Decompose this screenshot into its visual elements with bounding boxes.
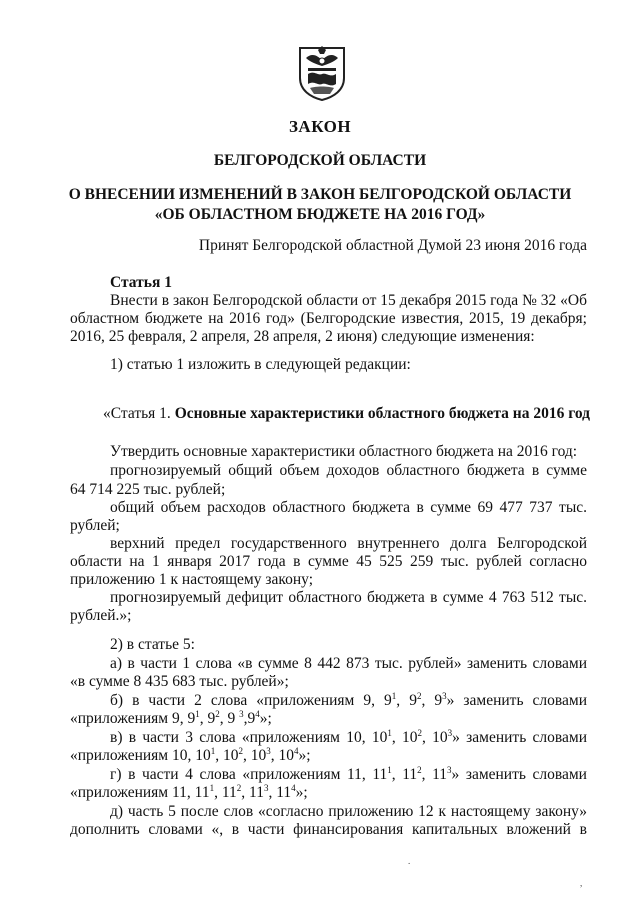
subitem-a-line: «в сумме 8 435 683 тыс. рублей»; bbox=[70, 673, 289, 690]
expense-line: общий объем расходов областного бюджета в сумме 69 477 737 тыс. bbox=[110, 499, 587, 516]
debt-line: верхний предел государственного внутреннего долга Белгородской bbox=[110, 535, 587, 552]
law-subject-line-1: О ВНЕСЕНИИ ИЗМЕНЕНИЙ В ЗАКОН БЕЛГОРОДСКОЙ ОБЛАСТИ bbox=[68, 186, 572, 203]
article-1-title: Основные характеристики областного бюджета на 2016 год bbox=[174, 405, 591, 422]
subitem-d-line: д) часть 5 после слов «согласно приложению 12 к настоящему закону» bbox=[110, 803, 587, 820]
subitem-d-line: дополнить словами «, в части финансирования капитальных вложений в bbox=[70, 821, 587, 838]
subitem-a-line: а) в части 1 слова «в сумме 8 442 873 тыс. рублей» заменить словами bbox=[110, 655, 587, 672]
intro-line: Внести в закон Белгородской области от 15 декабря 2015 года № 32 «Об bbox=[110, 292, 587, 309]
item-1: 1) статью 1 изложить в следующей редакции: bbox=[110, 356, 411, 373]
article-1-heading bbox=[103, 405, 593, 423]
intro-line: 2016, 25 февраля, 2 апреля, 28 апреля, 2 июня) следующие изменения: bbox=[70, 328, 535, 345]
subitem-g-line: «приложениям 11, $11^1$, $11^2$, $11^3$, $11^4$»; bbox=[70, 783, 308, 801]
subitem-v-line: в) в части 3 слова «приложениям 10, $10^1$, $10^2$, $10^3$» заменить словами bbox=[110, 728, 588, 746]
scan-speck: . bbox=[408, 856, 411, 866]
document-title: ЗАКОН bbox=[288, 117, 352, 136]
income-line: прогнозируемый общий объем доходов областного бюджета в сумме bbox=[110, 462, 587, 479]
approve-line: Утвердить основные характеристики областного бюджета на 2016 год: bbox=[110, 443, 578, 460]
subitem-g-line: г) в части 4 слова «приложениям 11, $11^1$, $11^2$, $11^3$» заменить словами bbox=[110, 765, 587, 783]
subitem-v-line: «приложениям 10, $10^1$, $10^2$, $10^3$, $10^4$»; bbox=[70, 746, 311, 764]
article-heading: Статья 1 bbox=[110, 274, 172, 291]
deficit-line: прогнозируемый дефицит областного бюджета в сумме 4 763 512 тыс. bbox=[110, 589, 587, 606]
scan-speck: , bbox=[580, 878, 583, 888]
adoption-note: Принят Белгородской областной Думой 23 июня 2016 года bbox=[198, 237, 587, 254]
region-heading: БЕЛГОРОДСКОЙ ОБЛАСТИ bbox=[213, 152, 427, 169]
debt-line: приложению 1 к настоящему закону; bbox=[70, 571, 313, 588]
deficit-line: рублей.»; bbox=[70, 607, 132, 624]
expense-line: рублей; bbox=[70, 517, 120, 534]
law-subject-line-2: «ОБ ОБЛАСТНОМ БЮДЖЕТЕ НА 2016 ГОД» bbox=[154, 206, 486, 223]
subitem-b-line: б) в части 2 слова «приложениям 9, $9^1$, $9^2$, $9^3$» заменить словами bbox=[110, 691, 588, 709]
debt-line: области на 1 января 2017 года в сумме 45 525 259 тыс. рублей согласно bbox=[70, 553, 587, 570]
coat-of-arms-icon bbox=[296, 44, 348, 102]
article-1-prefix: «Статья 1. bbox=[103, 405, 175, 422]
intro-line: областном бюджете на 2016 год» (Белгородские известия, 2015, 19 декабря; bbox=[70, 310, 587, 327]
subitem-b-line: «приложениям 9, $9^1$, $9^2$, 9 $^3,9^4$»; bbox=[70, 709, 272, 727]
income-line: 64 714 225 тыс. рублей; bbox=[70, 481, 226, 498]
item-2: 2) в статье 5: bbox=[110, 636, 195, 653]
